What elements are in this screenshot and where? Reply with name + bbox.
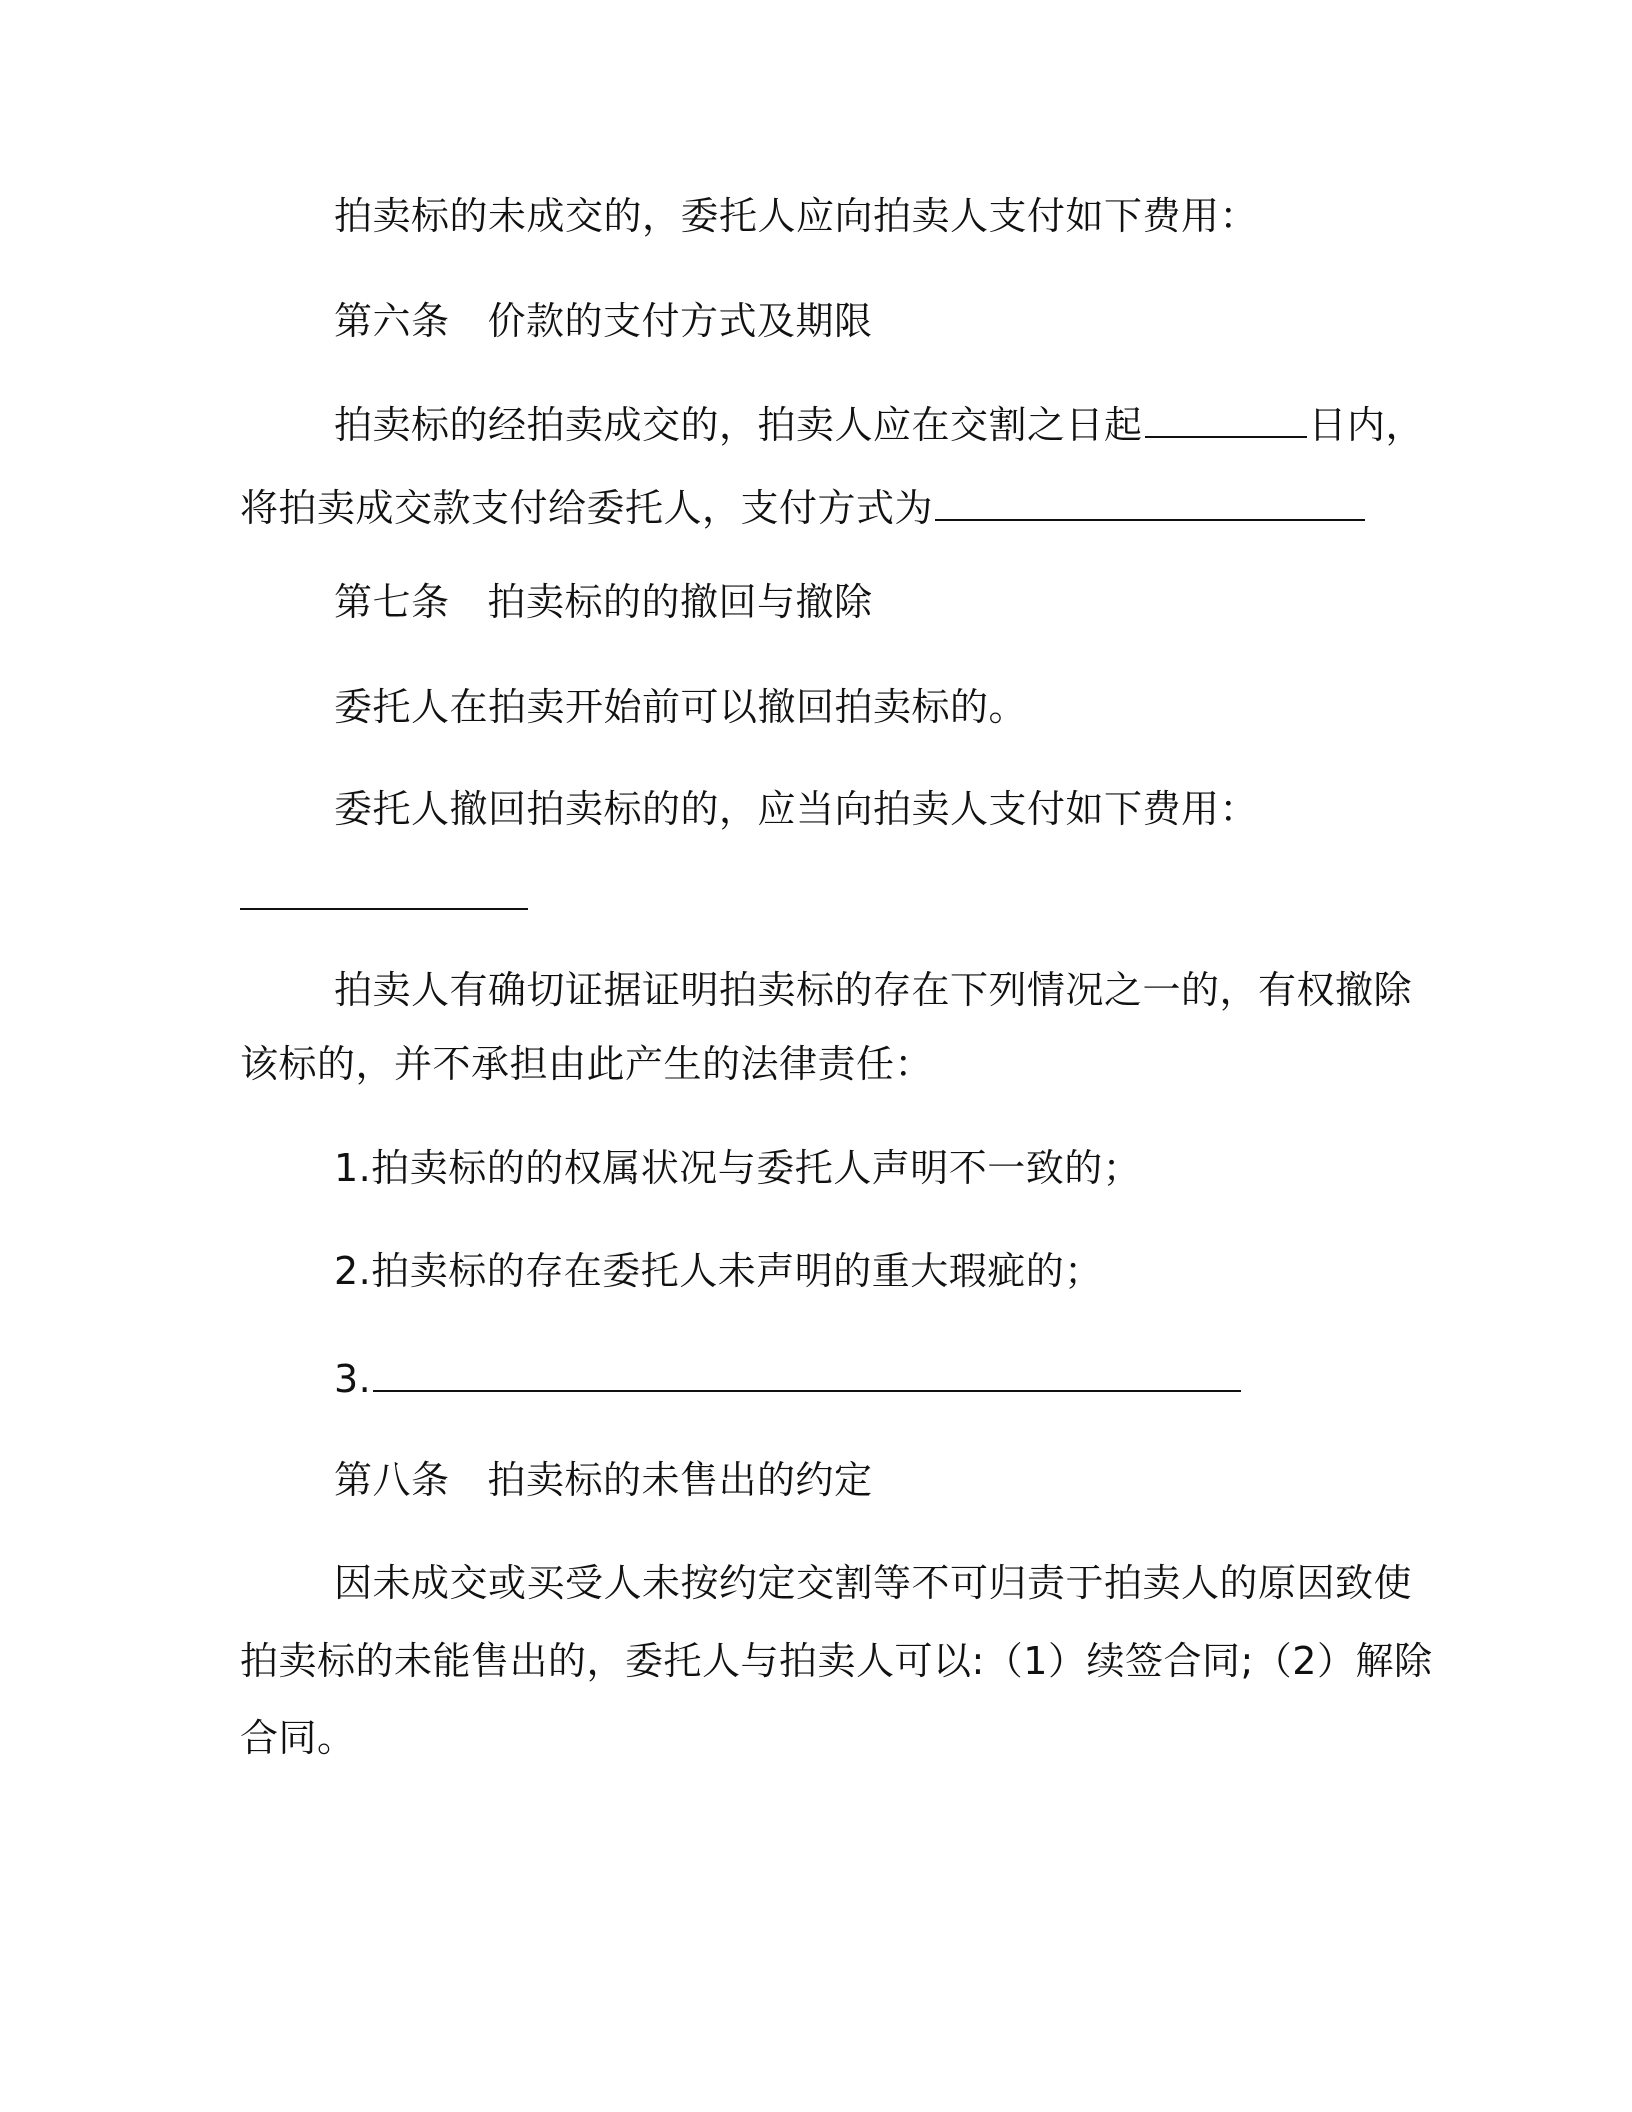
paragraph-payment-line-1 xyxy=(334,400,1424,449)
article-number: 第七条 xyxy=(334,580,450,624)
article-7-heading xyxy=(334,578,873,626)
list-item-1 xyxy=(334,1144,1141,1192)
paragraph-text: 将拍卖成交款支付给委托人，支付方式为 xyxy=(240,486,934,530)
article-number: 第六条 xyxy=(334,299,450,343)
article-6-heading xyxy=(334,297,873,345)
paragraph-text: 合同。 xyxy=(240,1716,356,1760)
article-8-heading xyxy=(334,1456,873,1504)
paragraph-text: 拍卖标的未成交的，委托人应向拍卖人支付如下费用： xyxy=(334,194,1259,238)
paragraph-text: 拍卖标的未能售出的，委托人与拍卖人可以:（1）续签合同;（2）解除 xyxy=(240,1639,1433,1683)
paragraph-text: 日内， xyxy=(1308,403,1425,447)
list-item-text: 2.拍卖标的存在委托人未声明的重大瑕疵的； xyxy=(334,1249,1103,1293)
blank-withdraw-fees-field[interactable] xyxy=(240,872,528,910)
article-number: 第八条 xyxy=(334,1458,450,1502)
list-item-text: 3. xyxy=(334,1357,372,1401)
paragraph-text: 该标的，并不承担由此产生的法律责任： xyxy=(240,1042,934,1086)
paragraph-unsold-fees xyxy=(334,192,1258,240)
paragraph-removal-line-2 xyxy=(240,1040,933,1088)
paragraph-withdraw-fees xyxy=(334,785,1258,833)
article-title: 价款的支付方式及期限 xyxy=(487,299,873,343)
paragraph-text: 拍卖人有确切证据证明拍卖标的存在下列情况之一的，有权撤除 xyxy=(334,968,1413,1012)
paragraph-text: 委托人撤回拍卖标的的，应当向拍卖人支付如下费用： xyxy=(334,787,1259,831)
article-title: 拍卖标的的撤回与撤除 xyxy=(487,580,873,624)
list-item-2 xyxy=(334,1247,1103,1295)
paragraph-text: 委托人在拍卖开始前可以撤回拍卖标的。 xyxy=(334,685,1028,729)
paragraph-text: 因未成交或买受人未按约定交割等不可归责于拍卖人的原因致使 xyxy=(334,1561,1413,1605)
paragraph-unsold-line-3 xyxy=(240,1714,356,1762)
blank-days-field[interactable] xyxy=(1145,400,1307,438)
list-item-3 xyxy=(334,1354,1243,1403)
article-title: 拍卖标的未售出的约定 xyxy=(487,1458,873,1502)
paragraph-withdraw xyxy=(334,683,1027,731)
paragraph-unsold-line-2 xyxy=(240,1637,1432,1685)
blank-item-3-field[interactable] xyxy=(373,1354,1241,1392)
paragraph-removal-line-1 xyxy=(334,966,1412,1014)
paragraph-unsold-line-1 xyxy=(334,1559,1412,1607)
blank-withdraw-fees-line xyxy=(240,872,530,921)
paragraph-payment-line-2 xyxy=(240,483,1367,532)
blank-payment-method-field[interactable] xyxy=(935,483,1365,521)
list-item-text: 1.拍卖标的的权属状况与委托人声明不一致的； xyxy=(334,1146,1142,1190)
paragraph-text: 拍卖标的经拍卖成交的，拍卖人应在交割之日起 xyxy=(334,403,1143,447)
